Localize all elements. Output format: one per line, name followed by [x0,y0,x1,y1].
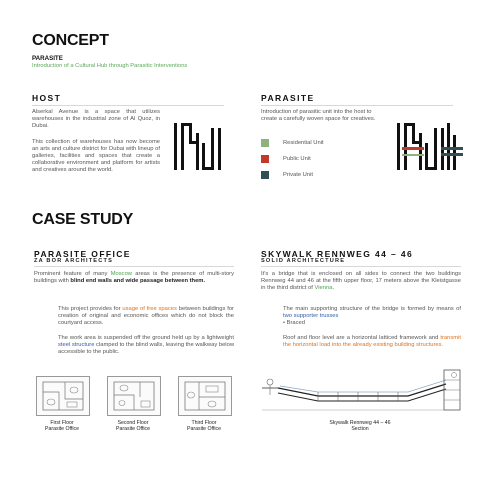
first-floor-caption: First Floor Parasite Office [45,420,79,433]
parasite-pictogram [397,123,467,170]
skywalk-section-drawing [258,368,464,412]
second-floor-caption: Second Floor Parasite Office [116,420,150,433]
first-floor-plan [36,376,90,416]
skywalk-paragraph-1: It's a bridge that is enclosed on all sides to connect the two buildings Rennweg 44 and 46 at the fifth upper floor, 17 meters above the Kleistgasse in the third district of Vienna. [261,271,461,292]
parasite-paragraph: Introduction of parasitic unit into the host to create a carefully woven space for creatives. [261,109,376,123]
private-unit-swatch [261,171,269,179]
host-title: HOST [32,93,62,103]
residential-unit-label: Residential Unit [283,140,324,146]
host-pictogram [174,123,224,170]
third-floor-caption: Third Floor Parasite Office [187,420,221,433]
office-divider [34,266,234,267]
office-architect: ZA BOR ARCHITECTS [34,258,114,264]
skywalk-paragraph-3: Roof and floor level are a horizontal latticed framework and transmit the horizontal load into the already existing building structures. [283,335,461,349]
public-unit-label: Public Unit [283,156,311,162]
office-title: PARASITE OFFICE [34,249,131,259]
parasite-divider [261,105,453,106]
host-divider [32,105,224,106]
second-floor-plan [107,376,161,416]
skywalk-divider [261,266,461,267]
skywalk-subtitle: SOLID ARCHITECTURE [261,258,346,264]
office-paragraph-1: Prominent feature of many Moscow areas is the presence of multi-story buildings with blind end walls and wide passage between them. [34,271,234,285]
parasite-title: PARASITE [261,93,315,103]
office-paragraph-2: This project provides for usage of free spaces between buildings for creation of original and economic offices which do not block the courtyard access. [58,306,234,327]
host-paragraph-2: This collection of warehouses has now become an arts and culture district for Dubai with lineup of galleries, facilities and spaces that create a collaborative environment and platform for artists and creatives around the world. [32,139,160,174]
private-unit-label: Private Unit [283,172,313,178]
host-paragraph-1: Alserkal Avenue is a space that utilizes warehouses in the industrial zone of Al Quoz, in Dubai. [32,109,160,130]
skywalk-title: SKYWALK RENNWEG 44 – 46 [261,249,414,259]
skywalk-caption: Skywalk Rennweg 44 – 46 Section [329,420,391,433]
skywalk-paragraph-2: The main supporting structure of the bridge is formed by means of two supporter trusses • Braced [283,306,461,327]
case-study-heading: CASE STUDY [32,211,134,228]
concept-subtitle: PARASITE [32,55,63,62]
concept-heading: CONCEPT [32,32,109,49]
third-floor-plan [178,376,232,416]
office-paragraph-3: The work area is suspended off the ground held up by a lightweight steel structure clamped to the blind walls, leaving the walkway below accessible to the public. [58,335,234,356]
residential-unit-swatch [261,139,269,147]
public-unit-swatch [261,155,269,163]
concept-description: Introduction of a Cultural Hub through Parasitic Interventions [32,63,188,69]
